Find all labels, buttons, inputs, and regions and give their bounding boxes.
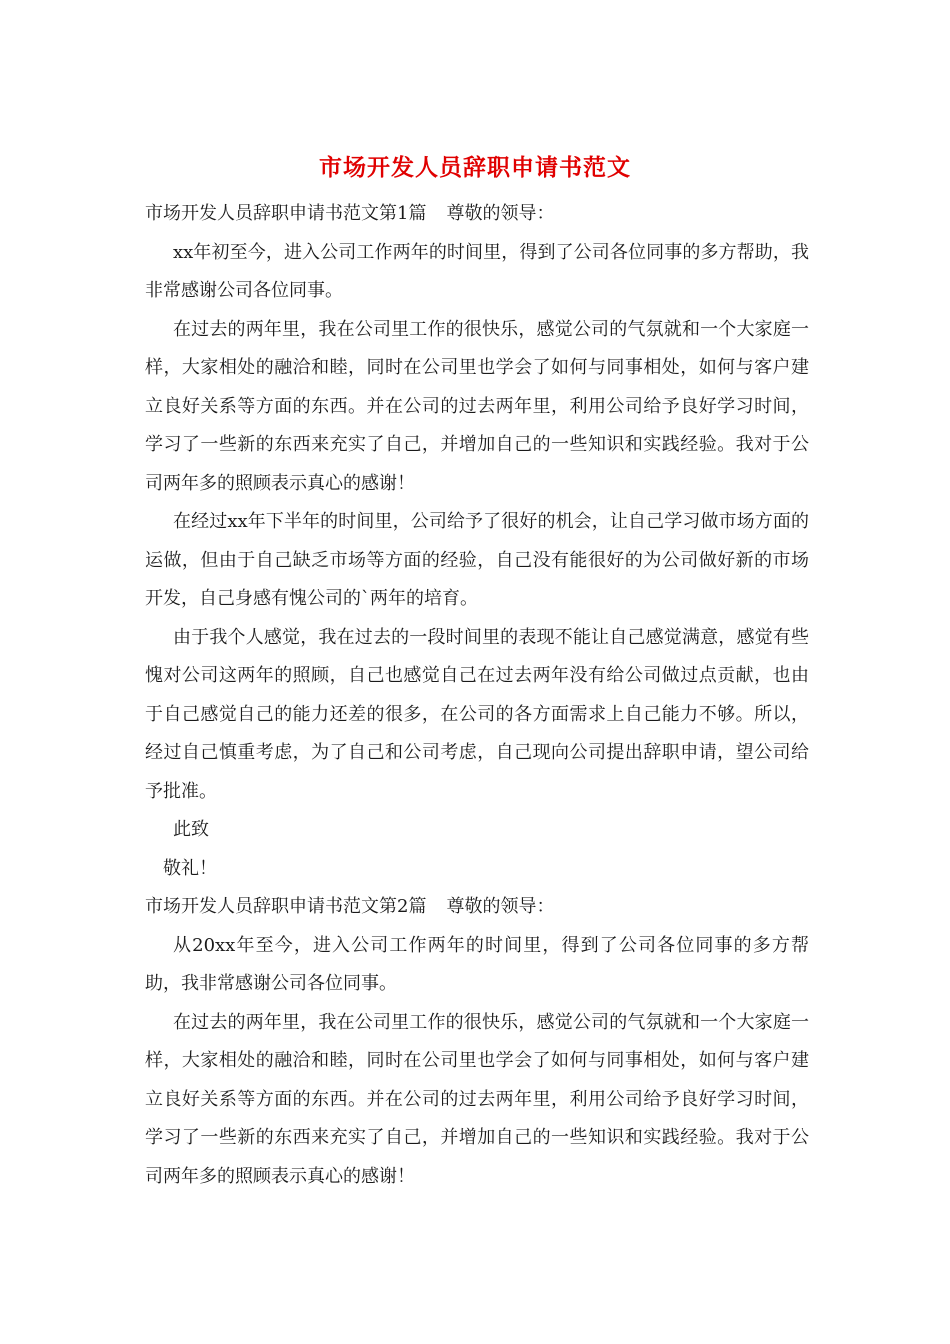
letter-2-heading: 市场开发人员辞职申请书范文第2篇 [145, 896, 427, 917]
letter-1-paragraph-3: 在经过xx年下半年的时间里，公司给予了很好的机会，让自己学习做市场方面的运做，但由于自己缺乏市场等方面的经验，自己没有能很好的为公司做好新的市场开发，自己身感有愧公司的`两年的培育。 [145, 511, 809, 609]
letter-2-salutation: 尊敬的领导： [446, 896, 555, 917]
letter-1-heading-line [145, 195, 809, 234]
letter-2-paragraph-1: 从20xx年至今，进入公司工作两年的时间里，得到了公司各位同事的多方帮助，我非常感谢公司各位同事。 [145, 934, 809, 994]
document-body [145, 195, 809, 1196]
letter-1-closing-1: 此致 [173, 819, 209, 840]
letter-2-paragraph-2: 在过去的两年里，我在公司里工作的很快乐，感觉公司的气氛就和一个大家庭一样，大家相处的融洽和睦，同时在公司里也学会了如何与同事相处，如何与客户建立良好关系等方面的东西。并在公司的过去两年里，利用公司给予良好学习时间，学习了一些新的东西来充实了自己，并增加自己的一些知识和实践经验。我对于公司两年多的照顾表示真心的感谢！ [145, 1011, 809, 1187]
letter-2-heading-line [145, 888, 809, 927]
letter-1-paragraph-1: xx年初至今，进入公司工作两年的时间里，得到了公司各位同事的多方帮助，我非常感谢公司各位同事。 [145, 241, 809, 301]
letter-1-salutation: 尊敬的领导： [446, 203, 555, 224]
letter-1-paragraph-2: 在过去的两年里，我在公司里工作的很快乐，感觉公司的气氛就和一个大家庭一样，大家相处的融洽和睦，同时在公司里也学会了如何与同事相处，如何与客户建立良好关系等方面的东西。并在公司的过去两年里，利用公司给予良好学习时间，学习了一些新的东西来充实了自己，并增加自己的一些知识和实践经验。我对于公司两年多的照顾表示真心的感谢！ [145, 318, 809, 494]
letter-1-closing-2: 敬礼！ [163, 857, 217, 879]
letter-1-heading: 市场开发人员辞职申请书范文第1篇 [145, 203, 427, 224]
document-title: 市场开发人员辞职申请书范文 [319, 154, 631, 181]
letter-1-paragraph-4: 由于我个人感觉，我在过去的一段时间里的表现不能让自己感觉满意，感觉有些愧对公司这两年的照顾，自己也感觉自己在过去两年没有给公司做过点贡献，也由于自己感觉自己的能力还差的很多，在公司的各方面需求上自己能力不够。所以，经过自己慎重考虑，为了自己和公司考虑，自己现向公司提出辞职申请，望公司给予批准。 [145, 626, 809, 802]
